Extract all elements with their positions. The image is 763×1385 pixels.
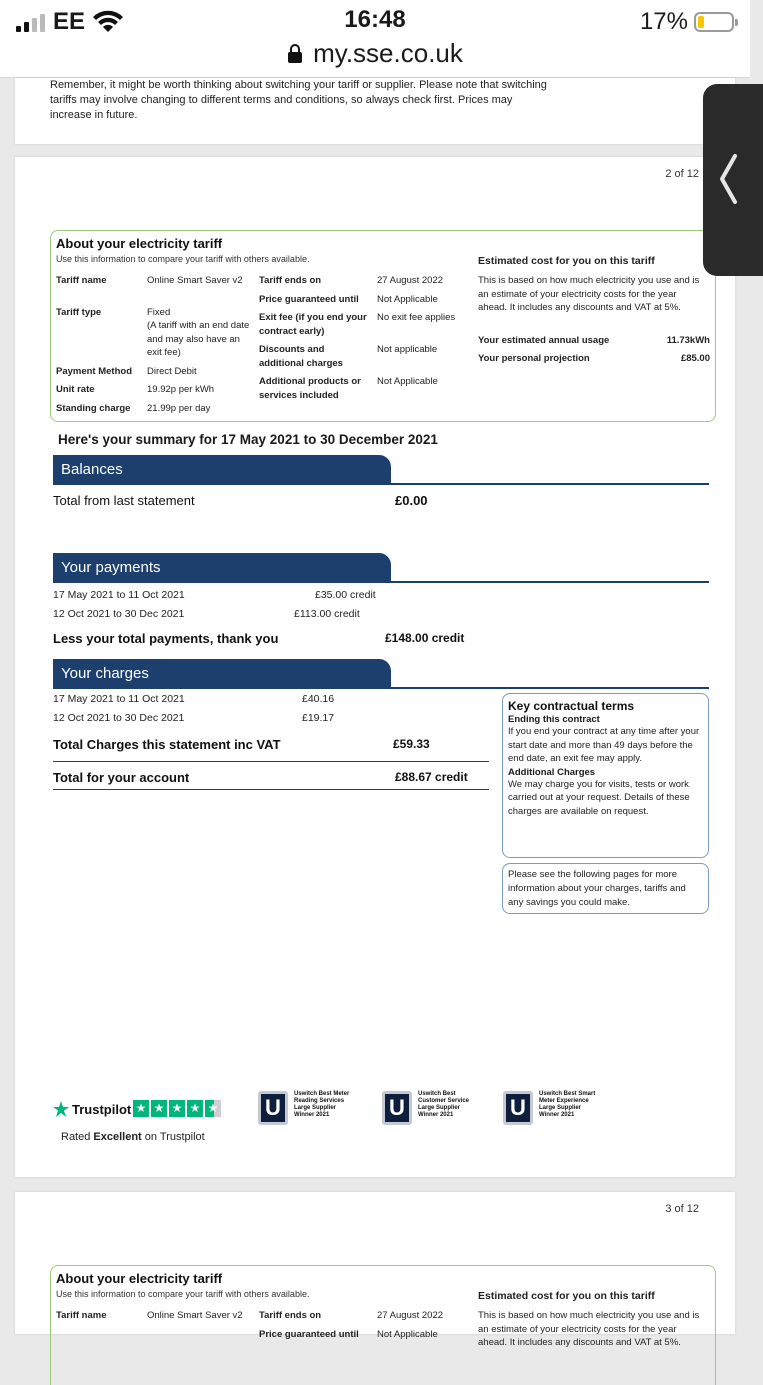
battery-percent: 17% (639, 8, 688, 35)
tariff-info-box (50, 230, 716, 422)
less-payments-value: £148.00 credit (385, 631, 465, 645)
charge-row-period: 17 May 2021 to 11 Oct 2021 (53, 693, 185, 705)
payment-row-period: 12 Oct 2021 to 30 Dec 2021 (53, 608, 185, 620)
uswitch-logo-icon: U (258, 1091, 288, 1125)
statement-page-2 (15, 157, 735, 1177)
side-panel-handle[interactable] (703, 84, 763, 276)
charges-heading: Your charges (53, 659, 391, 689)
payments-heading: Your payments (53, 553, 391, 583)
statement-page-3 (15, 1192, 735, 1348)
ending-contract-heading: Ending this contract (508, 714, 600, 725)
carrier-name: EE (53, 8, 86, 35)
total-account-label: Total for your account (53, 770, 190, 785)
page-number: 2 of 12 (665, 168, 699, 180)
status-bar (0, 0, 750, 78)
tariff-name-value: Online Smart Saver v2 (147, 1310, 243, 1321)
annual-usage-label: Your estimated annual usage (478, 335, 610, 346)
less-payments-label: Less your total payments, thank you (53, 631, 279, 646)
total-charges-value: £59.33 (393, 737, 430, 751)
last-statement-value: £0.00 (395, 493, 428, 508)
payment-row-amount: £35.00 credit (315, 589, 376, 601)
trustpilot-badge (53, 1099, 233, 1149)
unit-rate-label: Unit rate (56, 384, 95, 395)
tariff-subtitle: Use this information to compare your tariff with others available. (56, 1289, 310, 1299)
projection-value: £85.00 (680, 353, 710, 364)
tariff-name-value: Online Smart Saver v2 (147, 275, 243, 286)
total-account-value: £88.67 credit (395, 770, 468, 784)
battery-icon (694, 12, 734, 32)
ends-on-label: Tariff ends on (259, 1310, 322, 1321)
exit-fee-value: No exit fee applies (377, 312, 456, 323)
trustpilot-star-icon (53, 1101, 69, 1117)
clock: 16:48 (344, 6, 406, 33)
key-terms-box (502, 693, 709, 858)
summary-title: Here's your summary for 17 May 2021 to 30 December 2021 (58, 432, 438, 447)
trustpilot-rating-stars: ★ ★ ★ ★ ★ (133, 1100, 221, 1117)
award-text: Uswitch Best Customer Service Large Supplier Winner 2021 (418, 1091, 470, 1118)
estimated-cost-text: This is based on how much electricity you use and is an estimate of your electricity costs for the year ahead. It includes any discounts and VAT at 5%. (478, 1310, 700, 1348)
estimated-cost-title: Estimated cost for you on this tariff (478, 255, 655, 267)
projection-label: Your personal projection (478, 353, 590, 364)
discounts-label: Discounts and additional charges (259, 344, 343, 369)
last-statement-label: Total from last statement (53, 493, 195, 508)
uswitch-award-badge (382, 1089, 478, 1129)
balances-heading: Balances (53, 455, 391, 485)
ending-contract-text: If you end your contract at any time after your start date and more than 49 days before the end date, an exit fee may apply. (508, 726, 700, 764)
price-guaranteed-label: Price guaranteed until (259, 294, 359, 305)
tariff-name-label: Tariff name (56, 1310, 107, 1321)
tariff-title: About your electricity tariff (56, 236, 223, 251)
payment-row-amount: £113.00 credit (294, 608, 360, 620)
tariff-name-label: Tariff name (56, 275, 107, 286)
award-text: Uswitch Best Meter Reading Services Large Supplier Winner 2021 (294, 1091, 350, 1118)
divider (53, 789, 489, 790)
charge-row-amount: £19.17 (302, 712, 335, 724)
estimated-cost-title: Estimated cost for you on this tariff (478, 1290, 655, 1302)
payment-method-label: Payment Method (56, 366, 133, 377)
standing-charge-value: 21.99p per day (147, 403, 211, 414)
standing-charge-label: Standing charge (56, 403, 131, 414)
charge-row-period: 12 Oct 2021 to 30 Dec 2021 (53, 712, 185, 724)
additional-products-label: Additional products or services included (259, 376, 361, 401)
ends-on-value: 27 August 2022 (377, 1310, 444, 1321)
uswitch-award-badge (258, 1089, 354, 1129)
charges-rule (53, 687, 709, 689)
page-number: 3 of 12 (665, 1203, 699, 1215)
estimated-cost-text: This is based on how much electricity you use and is an estimate of your electricity costs for the year ahead. It includes any discounts and VAT at 5%. (478, 275, 700, 313)
statement-page-1 (15, 78, 735, 144)
price-guaranteed-value: Not Applicable (377, 1329, 438, 1340)
tariff-info-box (50, 1265, 716, 1385)
trustpilot-rated-text: Rated Excellent on Trustpilot (61, 1131, 205, 1143)
ends-on-label: Tariff ends on (259, 275, 322, 286)
tariff-title: About your electricity tariff (56, 1271, 223, 1286)
url-text[interactable]: my.sse.co.uk (313, 38, 463, 68)
additional-charges-text: We may charge you for visits, tests or work carried out at your request. Details of these charges are available on request. (508, 778, 690, 817)
award-text: Uswitch Best Smart Meter Experience Large Supplier Winner 2021 (539, 1091, 596, 1118)
annual-usage-value: 11.73kWh (666, 335, 710, 346)
discounts-value: Not applicable (377, 344, 438, 355)
payment-method-value: Direct Debit (147, 366, 197, 377)
uswitch-logo-icon: U (382, 1091, 412, 1125)
price-guaranteed-label: Price guaranteed until (259, 1329, 359, 1340)
tariff-subtitle: Use this information to compare your tariff with others available. (56, 254, 310, 264)
trustpilot-logo (53, 1101, 131, 1117)
address-bar[interactable] (0, 38, 750, 69)
chevron-left-icon (717, 152, 739, 206)
tariff-type-note: (A tariff with an end date and may also have an exit fee) (147, 320, 250, 358)
divider (53, 761, 489, 762)
tariff-type-label: Tariff type (56, 307, 102, 318)
switching-notice: Remember, it might be worth thinking about switching your tariff or supplier. Please note that switching tariffs may involve changing to different terms and conditions, so always check first. Prices may increase in future. (50, 79, 547, 121)
balances-rule (53, 483, 709, 485)
payment-row-period: 17 May 2021 to 11 Oct 2021 (53, 589, 185, 601)
see-following-pages-note: Please see the following pages for more information about your charges, tariffs and any savings you could make. (502, 863, 709, 914)
additional-charges-heading: Additional Charges (508, 766, 596, 778)
unit-rate-value: 19.92p per kWh (147, 384, 215, 395)
tariff-type-value: Fixed (147, 307, 171, 318)
uswitch-award-badge (503, 1089, 599, 1129)
exit-fee-label: Exit fee (if you end your contract early) (259, 312, 367, 337)
ends-on-value: 27 August 2022 (377, 275, 444, 286)
additional-products-value: Not Applicable (377, 376, 438, 387)
trustpilot-name: Trustpilot (72, 1101, 132, 1117)
lock-icon (287, 44, 303, 64)
price-guaranteed-value: Not Applicable (377, 294, 438, 305)
payments-rule (53, 581, 709, 583)
status-right (640, 8, 734, 36)
uswitch-logo-icon: U (503, 1091, 533, 1125)
total-charges-label: Total Charges this statement inc VAT (53, 737, 281, 752)
charge-row-amount: £40.16 (302, 693, 335, 705)
key-terms-title: Key contractual terms (508, 699, 635, 713)
